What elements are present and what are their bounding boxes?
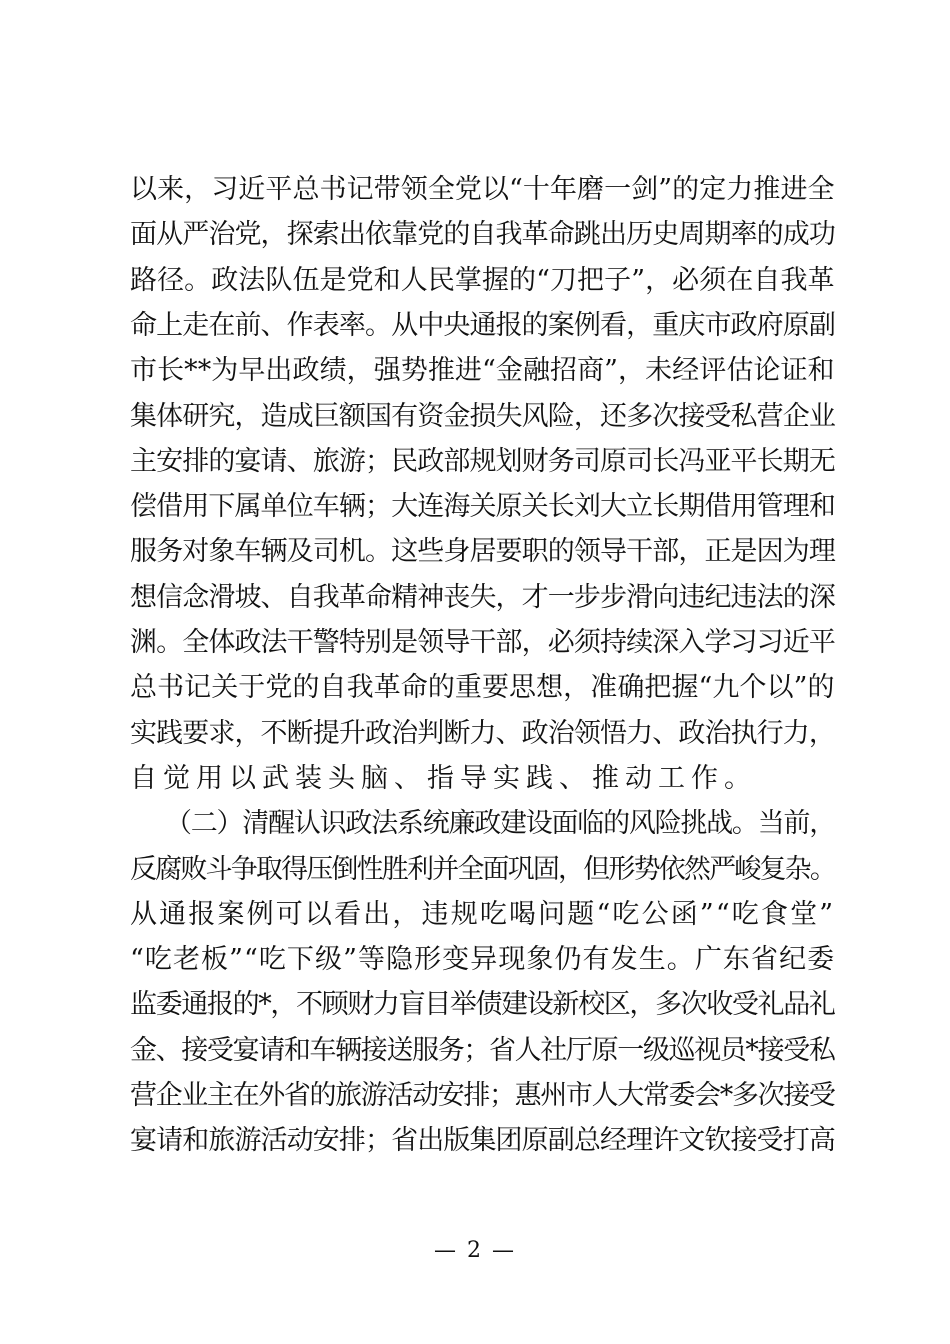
paragraph-1-line: 渊。全体政法干警特别是领导干部，必须持续深入学习习近平 — [130, 627, 835, 658]
paragraph-1-line: 偿借用下属单位车辆；大连海关原关长刘大立长期借用管理和 — [130, 491, 835, 523]
paragraph-1-line: 路径。政法队伍是党和人民掌握的“刀把子”，必须在自我革 — [130, 264, 835, 296]
paragraph-1-line: 主安排的宴请、旅游；民政部规划财务司原司长冯亚平长期无 — [130, 445, 835, 477]
page-number: — 2 — — [434, 1238, 516, 1263]
paragraph-2-line: 从通报案例可以看出，违规吃喝问题“吃公函”“吃食堂” — [130, 898, 836, 930]
paragraph-2-line: “吃老板”“吃下级”等隐形变异现象仍有发生。广东省纪委 — [130, 944, 836, 976]
paragraph-1-line: 自觉用以武装头脑、指导实践、推动工作。 — [130, 762, 757, 794]
paragraph-1-line: 命上走在前、作表率。从中央通报的案例看，重庆市政府原副 — [130, 309, 835, 341]
paragraph-1-line: 想信念滑坡、自我革命精神丧失，才一步步滑向违纪违法的深 — [130, 581, 835, 613]
paragraph-2-line: （二）清醒认识政法系统廉政建设面临的风险挑战。当前， — [165, 808, 835, 840]
paragraph-1-line: 总书记关于党的自我革命的重要思想，准确把握“九个以”的 — [130, 672, 835, 704]
paragraph-1-line: 服务对象车辆及司机。这些身居要职的领导干部，正是因为理 — [130, 536, 835, 568]
paragraph-2-line: 宴请和旅游活动安排；省出版集团原副总经理许文钦接受打高 — [130, 1125, 835, 1157]
paragraph-2-line: 反腐败斗争取得压倒性胜利并全面巩固，但形势依然严峻复杂。 — [130, 853, 835, 885]
paragraph-1-line: 以来，习近平总书记带领全党以“十年磨一剑”的定力推进全 — [130, 174, 835, 205]
paragraph-1-line: 实践要求，不断提升政治判断力、政治领悟力、政治执行力， — [130, 717, 835, 749]
paragraph-2-line: 金、接受宴请和车辆接送服务；省人社厅原一级巡视员*接受私 — [130, 1034, 835, 1066]
paragraph-2-line: 监委通报的*，不顾财力盲目举债建设新校区，多次收受礼品礼 — [130, 989, 835, 1021]
paragraph-1-line: 市长**为早出政绩，强势推进“金融招商”，未经评估论证和 — [130, 355, 835, 387]
paragraph-2-line: 营企业主在外省的旅游活动安排；惠州市人大常委会*多次接受 — [130, 1080, 835, 1111]
paragraph-1-line: 面从严治党，探索出依靠党的自我革命跳出历史周期率的成功 — [130, 219, 835, 251]
paragraph-1-line: 集体研究，造成巨额国有资金损失风险，还多次接受私营企业 — [130, 400, 835, 432]
